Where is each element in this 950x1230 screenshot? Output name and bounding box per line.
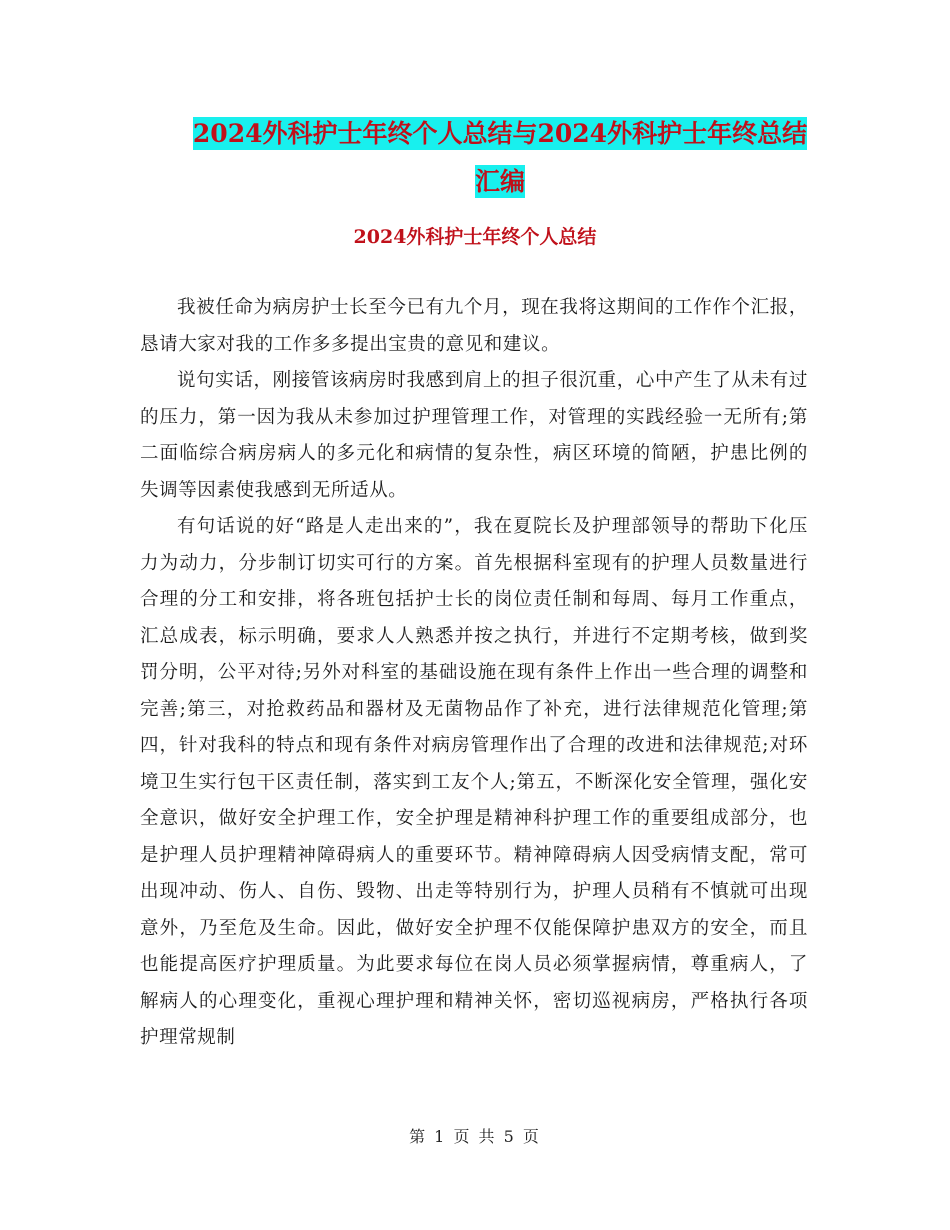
page-footer: 第 1 页 共 5 页	[409, 1127, 541, 1146]
document-body	[140, 290, 808, 1057]
document-title-line2: 汇编	[474, 167, 525, 196]
document-title	[140, 110, 860, 206]
paragraph-2: 说句实话，刚接管该病房时我感到肩上的担子很沉重，心中产生了从未有过的压力，第一因为我从未参加过护理管理工作，对管理的实践经验一无所有;第二面临综合病房病人的多元化和病情的复杂性，病区环境的简陋，护患比例的失调等因素使我感到无所适从。	[140, 370, 808, 501]
document-title-line1: 2024外科护士年终个人总结与2024外科护士年终总结	[192, 119, 808, 148]
paragraph-3: 有句话说的好“路是人走出来的”，我在夏院长及护理部领导的帮助下化压力为动力，分步制订切实可行的方案。首先根据科室现有的护理人员数量进行合理的分工和安排，将各班包括护士长的岗位责任制和每周、每月工作重点，汇总成表，标示明确，要求人人熟悉并按之执行，并进行不定期考核，做到奖罚分明，公平对待;另外对科室的基础设施在现有条件上作出一些合理的调整和完善;第三，对抢救药品和器材及无菌物品作了补充，进行法律规范化管理;第四，针对我科的特点和现有条件对病房管理作出了合理的改进和法律规范;对环境卫生实行包干区责任制，落实到工友个人;第五，不断深化安全管理，强化安全意识，做好安全护理工作，安全护理是精神科护理工作的重要组成部分，也是护理人员护理精神障碍病人的重要环节。精神障碍病人因受病情支配，常可出现冲动、伤人、自伤、毁物、出走等特别行为，护理人员稍有不慎就可出现意外，乃至危及生命。因此，做好安全护理不仅能保障护患双方的安全，而且也能提高医疗护理质量。为此要求每位在岗人员必须掌握病情，尊重病人，了解病人的心理变化，重视心理护理和精神关怀，密切巡视病房，严格执行各项护理常规制	[140, 516, 808, 1048]
section-title: 2024外科护士年终个人总结	[353, 226, 597, 248]
paragraph-1: 我被任命为病房护士长至今已有九个月，现在我将这期间的工作作个汇报，恳请大家对我的工作多多提出宝贵的意见和建议。	[140, 297, 808, 355]
